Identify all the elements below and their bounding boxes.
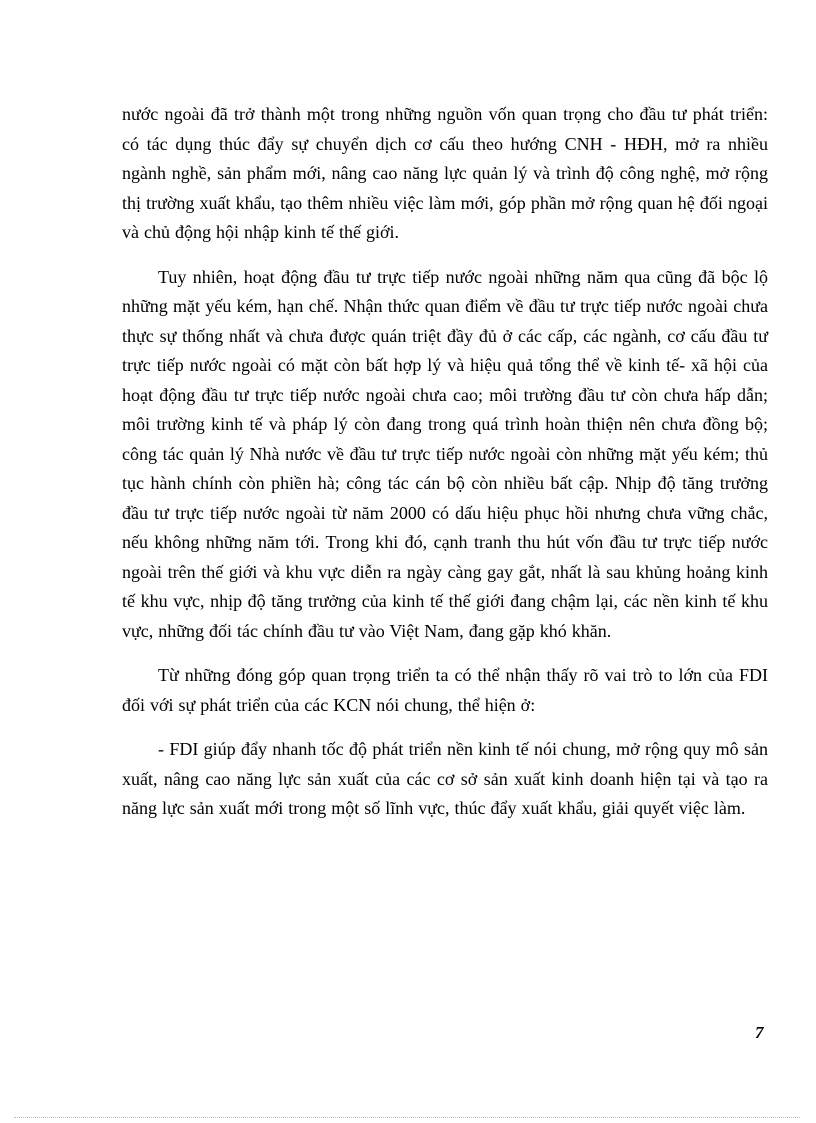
page-number: 7 (755, 1023, 764, 1042)
paragraph-gap (122, 248, 768, 263)
paragraph-limitations: Tuy nhiên, hoạt động đầu tư trực tiếp nước ngoài những năm qua cũng đã bộc lộ những mặt yếu kém, hạn chế. Nhận thức quan điểm về đầu tư trực tiếp nước ngoài chưa thực sự thống nhất và chưa được quán triệt đầy đủ ở các cấp, các ngành, cơ cấu đầu tư trực tiếp nước ngoài có mặt còn bất hợp lý và hiệu quả tổng thể về kinh tế- xã hội của hoạt động đầu tư trực tiếp nước ngoài chưa cao; môi trường đầu tư còn chưa hấp dẫn; môi trường kinh tế và pháp lý còn đang trong quá trình hoàn thiện nên chưa đồng bộ; công tác quản lý Nhà nước về đầu tư trực tiếp nước ngoài còn những mặt yếu kém; thủ tục hành chính còn phiền hà; công tác cán bộ còn nhiều bất cập. Nhịp độ tăng trưởng đầu tư trực tiếp nước ngoài từ năm 2000 có dấu hiệu phục hồi nhưng chưa vững chắc, nếu không những năm tới. Trong khi đó, cạnh tranh thu hút vốn đầu tư trực tiếp nước ngoài trên thế giới và khu vực diễn ra ngày càng gay gắt, nhất là sau khủng hoảng kinh tế khu vực, nhịp độ tăng trưởng của kinh tế thế giới đang chậm lại, các nền kinh tế khu vực, những đối tác chính đầu tư vào Việt Nam, đang gặp khó khăn. (122, 266, 768, 641)
paragraph-gap (122, 720, 768, 735)
paragraph-continuation: nước ngoài đã trở thành một trong những nguồn vốn quan trọng cho đầu tư phát triển: có tác dụng thúc đẩy sự chuyển dịch cơ cấu theo hướng CNH - HĐH, mở ra nhiều ngành nghề, sản phẩm mới, nâng cao năng lực quản lý và trình độ công nghệ, mở rộng thị trường xuất khẩu, tạo thêm nhiều việc làm mới, góp phần mở rộng quan hệ đối ngoại và chủ động hội nhập kinh tế thế giới. (122, 104, 768, 242)
body-text (122, 100, 768, 824)
paragraph-fdi-bullet: - FDI giúp đẩy nhanh tốc độ phát triển nền kinh tế nói chung, mở rộng quy mô sản xuất, nâng cao năng lực sản xuất của các cơ sở sản xuất kinh doanh hiện tại và tạo ra năng lực sản xuất mới trong một số lĩnh vực, thúc đẩy xuất khẩu, giải quyết việc làm. (122, 739, 768, 818)
page-bottom-border (14, 1117, 800, 1118)
paragraph-gap (122, 646, 768, 661)
paragraph-fdi-role: Từ những đóng góp quan trọng triển ta có thể nhận thấy rõ vai trò to lớn của FDI đối với sự phát triển của các KCN nói chung, thể hiện ở: (122, 665, 768, 715)
